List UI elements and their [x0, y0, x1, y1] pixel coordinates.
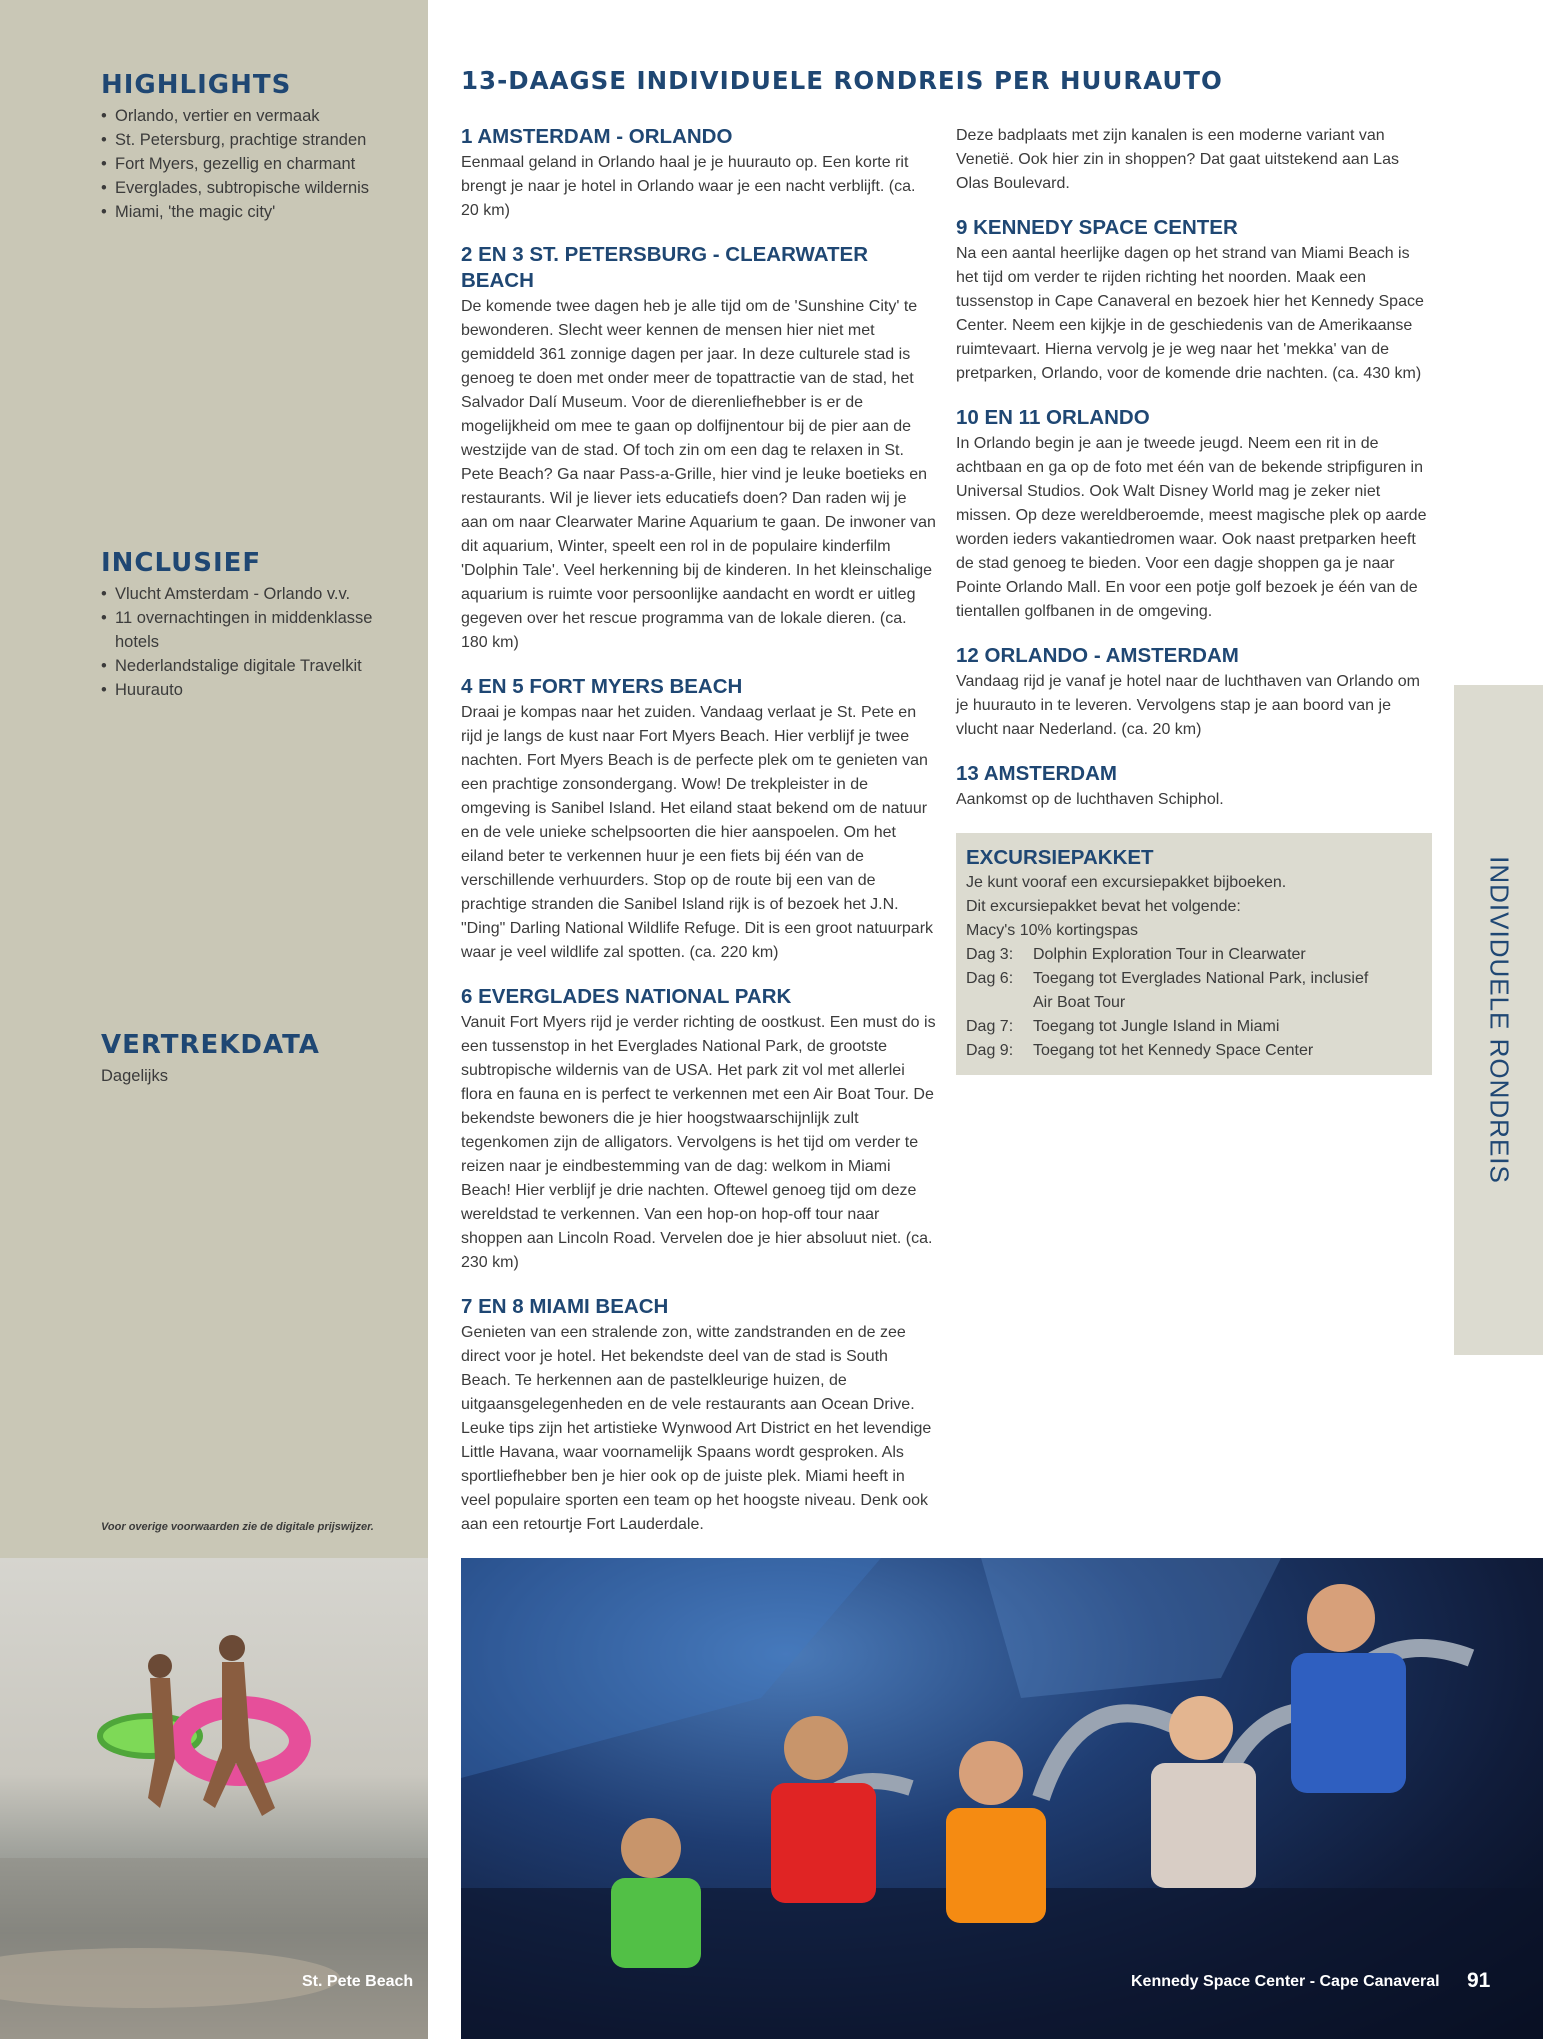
day-heading: 2 EN 3 ST. PETERSBURG - CLEARWATER BEACH: [461, 243, 869, 292]
highlights-section: [101, 70, 401, 224]
excursie-day-row: [966, 1015, 1422, 1039]
continued-text: Deze badplaats met zijn kanalen is een moderne variant van Venetië. Ook hier zin in shoppen? Dat gaat uitstekend aan Las Olas Boulevard.: [956, 127, 1399, 192]
right-column: [956, 124, 1436, 1075]
day-text: Vanuit Fort Myers rijd je verder richting de oostkust. Een must do is een tussenstop in het Everglades National Park, de grootste subtropische wildernis van de USA. Het park zit vol met allerlei flora en fauna en is perfect te verkennen met een Air Boat Tour. De bekendste bewoners die je hier hoogstwaarschijnlijk zult tegenkomen zijn de alligators. Vervolgens is het tijd om verder te reizen naar je eindbestemming van de dag: welkom in Miami Beach! Hier verblijf je drie nachten. Oftewel genoeg tijd om deze wereldstad te verkennen. Van een hop-on hop-off tour naar shoppen aan Lincoln Road. Vervelen doe je hier absoluut niet. (ca. 230 km): [461, 1014, 936, 1271]
excursie-line: Je kunt vooraf een excursiepakket bijboeken.: [966, 874, 1287, 891]
photo-caption: St. Pete Beach: [302, 1973, 414, 1990]
day-section: [956, 405, 1436, 624]
day-heading: 7 EN 8 MIAMI BEACH: [461, 1295, 669, 1318]
page-number: 91: [1467, 1969, 1491, 1992]
day-section: [956, 215, 1436, 386]
excursie-day-text: Toegang tot Everglades National Park, inclusief Air Boat Tour: [1033, 970, 1369, 1011]
excursie-day-label: Dag 3:: [966, 946, 1014, 963]
day-heading: 9 KENNEDY SPACE CENTER: [956, 216, 1238, 239]
day-heading: 4 EN 5 FORT MYERS BEACH: [461, 675, 743, 698]
day-text: Aankomst op de luchthaven Schiphol.: [956, 791, 1224, 808]
section-tab-label: INDIVIDUELE RONDREIS: [1484, 856, 1514, 1184]
list-item: • Everglades, subtropische wildernis: [101, 176, 401, 200]
day-section: [461, 674, 936, 965]
day-section: [461, 242, 936, 655]
excursie-day-text: Toegang tot het Kennedy Space Center: [1033, 1042, 1314, 1059]
continued-section: [956, 124, 1436, 196]
excursie-box: [956, 833, 1432, 1075]
excursie-day-text: Toegang tot Jungle Island in Miami: [1033, 1018, 1280, 1035]
left-column: [461, 124, 936, 1556]
day-text: Genieten van een stralende zon, witte zandstranden en de zee direct voor je hotel. Het bekendste deel van de stad is South Beach. Te herkennen aan de pastelkleurige huizen, de uitgaansgelegenheden en de vele restaurants aan Ocean Drive. Leuke tips zijn het artistieke Wynwood Art District en het levendige Little Havana, waar voornamelijk Spaans wordt gesproken. Als sportliefhebber ben je hier ook op de juiste plek. Miami heeft in veel populaire sporten een team op het hoogste niveau. Denk ook aan een retourtje Fort Lauderdale.: [461, 1324, 932, 1533]
day-text: Na een aantal heerlijke dagen op het strand van Miami Beach is het tijd om verder te rijden richting het noorden. Maak een tussenstop in Cape Canaveral en bezoek hier het Kennedy Space Center. Neem een kijkje in de geschiedenis van de Amerikaanse ruimtevaart. Hierna vervolg je je weg naar het 'mekka' van de pretparken, Orlando, voor de komende drie nachten. (ca. 430 km): [956, 245, 1424, 382]
photo-caption: Kennedy Space Center - Cape Canaveral: [1131, 1973, 1440, 1990]
list-item: • Fort Myers, gezellig en charmant: [101, 152, 401, 176]
page-title: 13-DAAGSE INDIVIDUELE RONDREIS PER HUURAUTO: [461, 66, 1223, 95]
list-item: • St. Petersburg, prachtige stranden: [101, 128, 401, 152]
day-text: Eenmaal geland in Orlando haal je je huurauto op. Een korte rit brengt je naar je hotel in Orlando waar je een nacht verblijft. (ca. 20 km): [461, 154, 916, 219]
space-center-photo: [461, 1558, 1543, 2039]
vertrekdata-section: [101, 1030, 401, 1088]
excursie-line: Dit excursiepakket bevat het volgende:: [966, 898, 1241, 915]
day-text: Draai je kompas naar het zuiden. Vandaag verlaat je St. Pete en rijd je langs de kust naar Fort Myers Beach. Hier verblijf je twee nachten. Fort Myers Beach is de perfecte plek om te genieten van een prachtige zonsondergang. Wow! De trekpleister in de omgeving is Sanibel Island. Het eiland staat bekend om de natuur en de vele unieke schelpsoorten die hier aanspoelen. Om het eiland beter te verkennen huur je een fiets bij één van de verschillende verhuurders. Stop op de route bij een van de prachtige stranden die Sanibel Island rijk is of bezoek het J.N. "Ding" Darling National Wildlife Refuge. Dit is een groot natuurpark waar je veel wildlife zal spotten. (ca. 220 km): [461, 704, 934, 961]
inclusief-heading: INCLUSIEF: [101, 548, 262, 578]
day-heading: 13 AMSTERDAM: [956, 762, 1117, 785]
day-heading: 12 ORLANDO - AMSTERDAM: [956, 644, 1239, 667]
excursie-day-text: Dolphin Exploration Tour in Clearwater: [1033, 946, 1306, 963]
day-heading: 10 EN 11 ORLANDO: [956, 406, 1150, 429]
day-section: [956, 761, 1436, 812]
list-item: • Nederlandstalige digitale Travelkit: [101, 654, 391, 678]
day-section: [461, 124, 936, 223]
list-item: • Miami, 'the magic city': [101, 200, 401, 224]
day-text: De komende twee dagen heb je alle tijd om de 'Sunshine City' te bewonderen. Slecht weer kennen de mensen hier niet met gemiddeld 361 zonnige dagen per jaar. In deze culturele stad is genoeg te doen met onder meer de topattractie van de stad, het Salvador Dalí Museum. Voor de dierenliefhebber is er de mogelijkheid om mee te gaan op dolfijnentour bij de pier aan de westzijde van de stad. Of toch zin om een dag te relaxen in St. Pete Beach? Ga naar Pass-a-Grille, hier vind je leuke boetieks en restaurants. Wil je liever iets educatiefs doen? Dan raden wij je aan om naar Clearwater Marine Aquarium te gaan. De inwoner van dit aquarium, Winter, speelt een rol in de populaire kinderfilm 'Dolphin Tale'. Veel herkenning bij de kinderen. In het kleinschalige aquarium is ruimte voor persoonlijke aandacht en wordt er uitleg gegeven over het rescue programma van de lokale dieren. (ca. 180 km): [461, 298, 936, 651]
list-item: • 11 overnachtingen in middenklasse hotels: [101, 606, 391, 654]
highlights-heading: HIGHLIGHTS: [101, 70, 292, 100]
day-heading: 1 AMSTERDAM - ORLANDO: [461, 125, 733, 148]
footnote: Voor overige voorwaarden zie de digitale prijswijzer.: [101, 1521, 374, 1533]
day-section: [461, 1294, 936, 1537]
excursie-day-label: Dag 6:: [966, 970, 1014, 987]
section-tab: [1454, 685, 1543, 1355]
inclusief-list: [101, 582, 391, 702]
beach-illustration: [0, 1558, 428, 2039]
day-text: Vandaag rijd je vanaf je hotel naar de luchthaven van Orlando om je huurauto in te leveren. Vervolgens stap je aan boord van je vlucht naar Nederland. (ca. 20 km): [956, 673, 1421, 738]
excursie-day-row: [966, 943, 1422, 967]
vertrekdata-text: Dagelijks: [101, 1067, 168, 1085]
beach-photo: [0, 1558, 428, 2039]
list-item: • Orlando, vertier en vermaak: [101, 104, 401, 128]
vertrekdata-heading: VERTREKDATA: [101, 1030, 320, 1060]
inclusief-section: [101, 548, 401, 702]
day-text: In Orlando begin je aan je tweede jeugd. Neem een rit in de achtbaan en ga op de foto met één van de bekende stripfiguren in Universal Studios. Ook Walt Disney World mag je zeker niet missen. Op deze wereldberoemde, meest magische plek op aarde worden ieders vakantiedromen waar. Ook naast pretparken heeft de stad genoeg te bieden. Voor een dagje shoppen ga je naar Pointe Orlando Mall. En voor een potje golf bezoek je één van de tientallen golfbanen in de omgeving.: [956, 435, 1427, 620]
list-item: • Vlucht Amsterdam - Orlando v.v.: [101, 582, 391, 606]
excursie-day-label: Dag 7:: [966, 1018, 1014, 1035]
excursie-day-row: [966, 1039, 1422, 1063]
excursie-day-row: [966, 967, 1422, 1015]
ride-illustration: [461, 1558, 1543, 2039]
excursie-day-label: Dag 9:: [966, 1042, 1014, 1059]
sidebar: [0, 0, 428, 1558]
day-heading: 6 EVERGLADES NATIONAL PARK: [461, 985, 792, 1008]
excursie-line: Macy's 10% kortingspas: [966, 922, 1139, 939]
excursie-heading: EXCURSIEPAKKET: [966, 846, 1154, 869]
day-section: [461, 984, 936, 1275]
list-item: • Huurauto: [101, 678, 391, 702]
highlights-list: [101, 104, 401, 224]
day-section: [956, 643, 1436, 742]
